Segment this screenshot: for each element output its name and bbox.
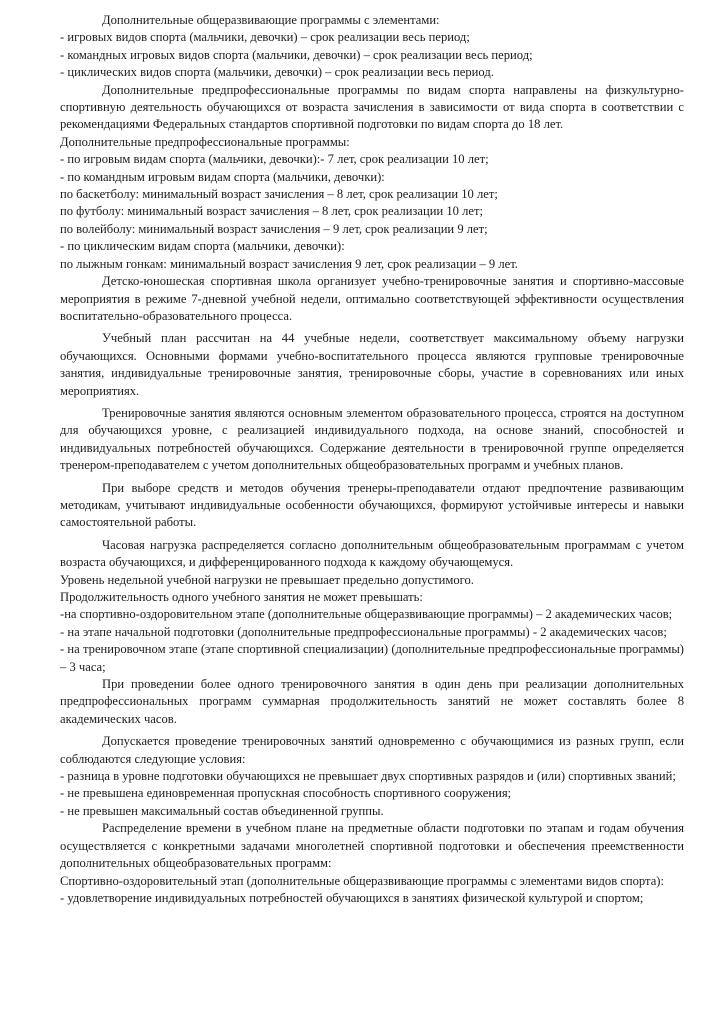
paragraph-session-duration: Продолжительность одного учебного занятия не может превышать: [60, 590, 423, 604]
paragraph-mixed-groups: Допускается проведение тренировочных занятий одновременно с обучающимися из разных групп, если соблюдаются следующие условия: [60, 734, 684, 766]
paragraph-programs-intro: Дополнительные общеразвивающие программы с элементами: [102, 13, 440, 27]
list-item-team-sports-pre: - по командным игровым видам спорта (мальчики, девочки): [60, 169, 385, 184]
paragraph-hourly-load: Часовая нагрузка распределяется согласно дополнительным общеобразовательным программам с учетом возраста обучающихся, и дифференцированного подхода к каждому обучающемуся. [60, 537, 684, 570]
list-item-game-sports: - игровых видов спорта (мальчики, девочки) – срок реализации весь период; [60, 30, 470, 45]
paragraph-recreation-stage-heading: Спортивно-оздоровительный этап (дополнительные общеразвивающие программы с элементами видов спорта): [60, 873, 664, 888]
list-item-game-sports-pre: - по игровым видам спорта (мальчики, девочки):- 7 лет, срок реализации 10 лет; [60, 152, 489, 167]
list-item-ski-racing: по лыжным гонкам: минимальный возраст зачисления 9 лет, срок реализации – 9 лет. [60, 256, 518, 271]
paragraph-multiple-sessions: При проведении более одного тренировочного занятия в один день при реализации дополнительных предпрофессиональных программ суммарная продолжительность занятий не может составлять более 8 академических часов. [60, 677, 684, 726]
list-item-individual-needs: - удовлетворение индивидуальных потребностей обучающихся в занятиях физической культурой и спортом; [60, 890, 644, 905]
paragraph-curriculum-weeks: Учебный план рассчитан на 44 учебные недели, соответствует максимальному объему нагрузки обучающихся. Основными формами учебно-воспитательного процесса являются групповые тренировочные занятия, индивидуальные тренировочные занятия, тренировочные сборы, участие в соревнованиях или иных мероприятиях. [60, 331, 684, 398]
document-page [60, 12, 684, 907]
list-item-team-sports: - командных игровых видов спорта (мальчики, девочки) – срок реализации весь период; [60, 47, 533, 62]
paragraph-methods: При выборе средств и методов обучения тренеры-преподаватели отдают предпочтение развивающим методикам, учитывают индивидуальные особенности обучающихся, формируют устойчивые интересы и навыки самостоятельной работы. [60, 480, 684, 530]
list-item-initial-stage: - на этапе начальной подготовки (дополнительные предпрофессиональные программы) - 2 академических часов; [60, 624, 667, 639]
list-item-volleyball: по волейболу: минимальный возраст зачисления – 9 лет, срок реализации 9 лет; [60, 221, 488, 236]
list-item-basketball: по баскетболу: минимальный возраст зачисления – 8 лет, срок реализации 10 лет; [60, 187, 498, 202]
list-item-rank-difference: - разница в уровне подготовки обучающихся не превышает двух спортивных разрядов и (или) спортивных званий; [60, 769, 676, 784]
paragraph-time-distribution: Распределение времени в учебном плане на предметные области подготовки по этапам и годам обучения осуществляется с конкретными задачами многолетней спортивной подготовки и обеспечения преемственности дополнительных общеобразовательных программ: [60, 821, 684, 871]
list-item-cyclic-sports-pre: - по циклическим видам спорта (мальчики, девочки): [60, 239, 345, 254]
list-item-cyclic-sports: - циклических видов спорта (мальчики, девочки) – срок реализации весь период. [60, 65, 494, 80]
paragraph-weekly-load: Уровень недельной учебной нагрузки не превышает предельно допустимого. [60, 572, 474, 587]
list-item-football: по футболу: минимальный возраст зачисления – 8 лет, срок реализации 10 лет; [60, 204, 483, 219]
list-item-training-stage: - на тренировочном этапе (этапе спортивной специализации) (дополнительные предпрофессиональные программы) – 3 часа; [60, 642, 684, 674]
list-item-group-size: - не превышен максимальный состав объединенной группы. [60, 803, 384, 818]
list-item-recreation-stage: -на спортивно-оздоровительном этапе (дополнительные общеразвивающие программы) – 2 академических часов; [60, 607, 673, 622]
list-item-capacity: - не превышена единовременная пропускная способность спортивного сооружения; [60, 786, 512, 801]
paragraph-preprofessional-heading: Дополнительные предпрофессиональные программы: [60, 134, 350, 149]
paragraph-training-sessions: Тренировочные занятия являются основным элементом образовательного процесса, строятся на доступном для обучающихся уровне, с реализацией индивидуального подхода, на основе знаний, способностей и индивидуальных потребностей обучающихся. Содержание деятельности в тренировочной группе определяется тренером-преподавателем с учетом дополнительных общеобразовательных программ и учебных планов. [60, 405, 684, 473]
paragraph-preprofessional-programs: Дополнительные предпрофессиональные программы по видам спорта направлены на физкультурно-спортивную деятельность обучающихся от возраста зачисления в зависимости от вида спорта в соответствии с рекомендациями Федеральных стандартов спортивной подготовки по видам спорта до 18 лет. [60, 82, 684, 132]
paragraph-school-organization: Детско-юношеская спортивная школа организует учебно-тренировочные занятия и спортивно-массовые мероприятия в режиме 7-дневной учебной недели, оптимально соответствующей эффективности осуществления воспитательно-образовательного процесса. [60, 274, 684, 323]
